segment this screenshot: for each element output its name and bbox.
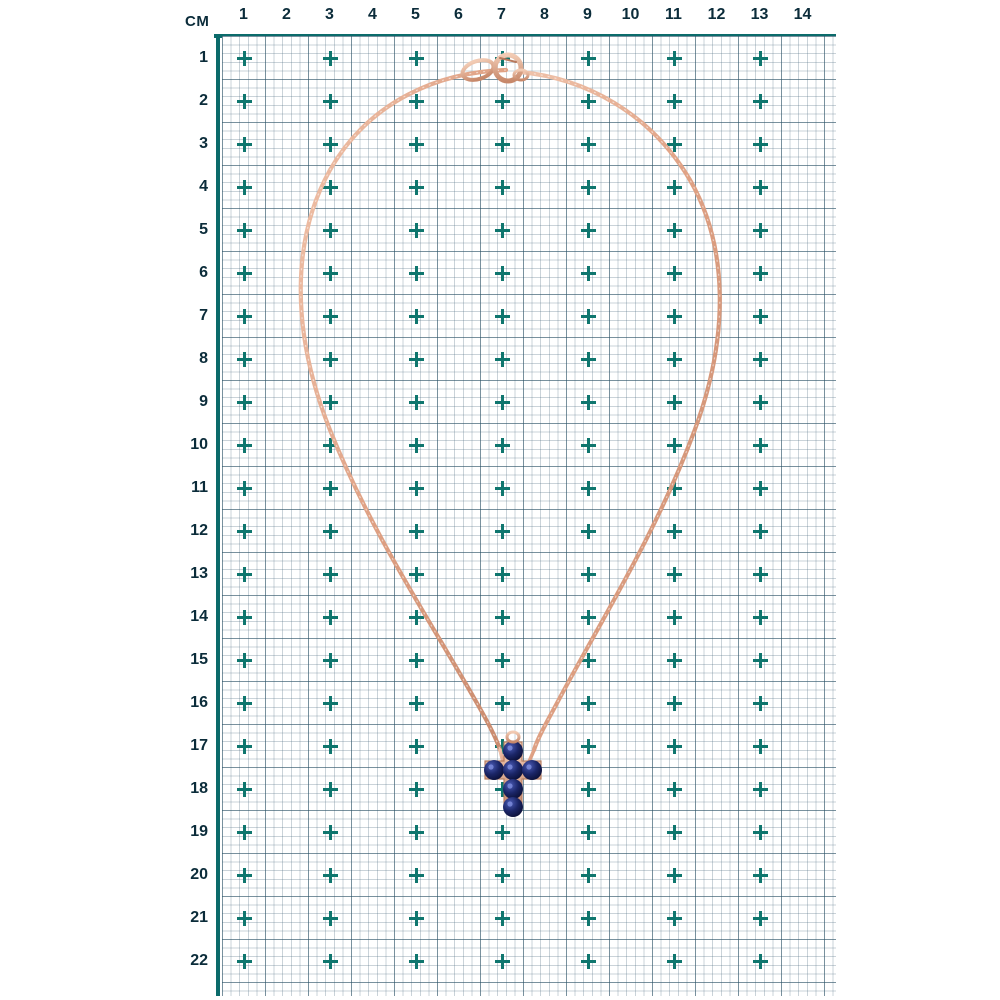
grid-plus-marker (495, 524, 510, 539)
grid-plus-marker (237, 782, 252, 797)
ruler-left-tick-20: 20 (190, 865, 208, 883)
grid-plus-marker (495, 481, 510, 496)
grid-plus-marker (323, 567, 338, 582)
grid-plus-marker (237, 524, 252, 539)
grid-plus-marker (581, 51, 596, 66)
grid-plus-marker (667, 954, 682, 969)
grid-plus-marker (667, 438, 682, 453)
ruler-left-tick-22: 22 (190, 951, 208, 969)
grid-plus-marker (409, 825, 424, 840)
grid-plus-marker (753, 266, 768, 281)
grid-plus-marker (753, 825, 768, 840)
grid-plus-marker (409, 94, 424, 109)
ruler-left-tick-3: 3 (199, 134, 208, 152)
grid-plus-marker (753, 739, 768, 754)
grid-plus-marker (409, 954, 424, 969)
grid-plus-marker (323, 223, 338, 238)
grid-plus-marker (237, 567, 252, 582)
ruler-left-tick-14: 14 (190, 607, 208, 625)
grid-plus-marker (581, 911, 596, 926)
grid-plus-marker (581, 524, 596, 539)
unit-label: CM (185, 13, 210, 30)
grid-plus-marker (409, 395, 424, 410)
ruler-left-tick-19: 19 (190, 822, 208, 840)
grid-plus-marker (581, 739, 596, 754)
grid-plus-marker (237, 610, 252, 625)
grid-plus-marker (495, 911, 510, 926)
ruler-left-tick-11: 11 (191, 478, 208, 496)
grid-plus-marker (667, 653, 682, 668)
ruler-top-tick-11: 11 (665, 6, 682, 23)
grid-plus-marker (667, 696, 682, 711)
grid-plus-marker (667, 137, 682, 152)
grid-plus-marker (581, 137, 596, 152)
ruler-top-tick-1: 1 (239, 6, 248, 23)
grid-plus-marker (581, 180, 596, 195)
grid-plus-markers (222, 36, 836, 996)
ruler-top-tick-5: 5 (411, 6, 420, 23)
ruler-top-tick-7: 7 (497, 6, 506, 23)
grid-plus-marker (667, 825, 682, 840)
grid-plus-marker (237, 51, 252, 66)
grid-plus-marker (667, 94, 682, 109)
ruler-left-axis (216, 34, 220, 996)
grid-plus-marker (323, 352, 338, 367)
grid-plus-marker (237, 352, 252, 367)
grid-plus-marker (753, 352, 768, 367)
grid-plus-marker (667, 481, 682, 496)
grid-plus-marker (753, 309, 768, 324)
grid-plus-marker (753, 696, 768, 711)
ruler-left-tick-12: 12 (190, 521, 208, 539)
grid-plus-marker (581, 782, 596, 797)
grid-plus-marker (495, 739, 510, 754)
grid-plus-marker (237, 223, 252, 238)
grid-plus-marker (323, 696, 338, 711)
grid-plus-marker (409, 223, 424, 238)
grid-plus-marker (409, 524, 424, 539)
grid-plus-marker (323, 610, 338, 625)
ruler-left-tick-17: 17 (190, 736, 208, 754)
grid-plus-marker (581, 653, 596, 668)
ruler-top-tick-2: 2 (282, 6, 291, 23)
ruler-top-tick-14: 14 (793, 6, 812, 23)
ruler-left-tick-18: 18 (190, 779, 208, 797)
grid-plus-marker (753, 51, 768, 66)
grid-plus-marker (409, 782, 424, 797)
grid-plus-marker (409, 696, 424, 711)
grid-plus-marker (667, 223, 682, 238)
grid-plus-marker (753, 567, 768, 582)
ruler-left-tick-21: 21 (190, 908, 208, 926)
grid-plus-marker (581, 825, 596, 840)
grid-plus-marker (323, 94, 338, 109)
grid-plus-marker (581, 567, 596, 582)
grid-plus-marker (495, 868, 510, 883)
grid-plus-marker (323, 911, 338, 926)
grid-plus-marker (237, 954, 252, 969)
grid-plus-marker (667, 395, 682, 410)
grid-plus-marker (581, 868, 596, 883)
grid-plus-marker (495, 180, 510, 195)
grid-plus-marker (753, 137, 768, 152)
grid-plus-marker (667, 739, 682, 754)
grid-plus-marker (409, 137, 424, 152)
grid-plus-marker (409, 266, 424, 281)
grid-plus-marker (323, 137, 338, 152)
grid-plus-marker (581, 94, 596, 109)
grid-plus-marker (323, 825, 338, 840)
grid-plus-marker (667, 911, 682, 926)
grid-plus-marker (323, 868, 338, 883)
grid-plus-marker (323, 309, 338, 324)
grid-plus-marker (753, 438, 768, 453)
grid-plus-marker (581, 610, 596, 625)
grid-plus-marker (237, 395, 252, 410)
grid-plus-marker (581, 954, 596, 969)
grid-plus-marker (237, 825, 252, 840)
grid-plus-marker (409, 180, 424, 195)
ruler-top-tick-9: 9 (583, 6, 592, 23)
ruler-top-tick-13: 13 (750, 6, 769, 23)
grid-plus-marker (409, 911, 424, 926)
ruler-top-tick-3: 3 (325, 6, 334, 23)
grid-plus-marker (753, 395, 768, 410)
grid-plus-marker (409, 567, 424, 582)
grid-plus-marker (667, 610, 682, 625)
grid-plus-marker (495, 653, 510, 668)
grid-plus-marker (237, 137, 252, 152)
grid-plus-marker (237, 739, 252, 754)
grid-plus-marker (495, 266, 510, 281)
grid-plus-marker (495, 223, 510, 238)
ruler-top-tick-10: 10 (621, 6, 640, 23)
grid-plus-marker (495, 137, 510, 152)
grid-plus-marker (237, 438, 252, 453)
graph-paper (222, 36, 836, 996)
ruler-left-tick-10: 10 (190, 435, 208, 453)
ruler-left-tick-1: 1 (199, 48, 208, 66)
grid-plus-marker (323, 481, 338, 496)
ruler-left-tick-8: 8 (199, 349, 208, 367)
grid-plus-marker (409, 481, 424, 496)
ruler-top-tick-8: 8 (540, 6, 549, 23)
grid-plus-marker (667, 868, 682, 883)
grid-plus-marker (495, 610, 510, 625)
grid-plus-marker (667, 782, 682, 797)
ruler-left-tick-13: 13 (190, 564, 208, 582)
grid-plus-marker (409, 739, 424, 754)
grid-plus-marker (753, 653, 768, 668)
grid-plus-marker (581, 395, 596, 410)
grid-plus-marker (237, 696, 252, 711)
grid-plus-marker (323, 180, 338, 195)
grid-plus-marker (495, 51, 510, 66)
ruler-left-tick-4: 4 (199, 177, 208, 195)
grid-plus-marker (581, 223, 596, 238)
grid-plus-marker (667, 309, 682, 324)
grid-plus-marker (323, 739, 338, 754)
grid-plus-marker (323, 954, 338, 969)
grid-plus-marker (323, 51, 338, 66)
ruler-left-tick-6: 6 (199, 263, 208, 281)
grid-plus-marker (753, 94, 768, 109)
grid-plus-marker (753, 911, 768, 926)
grid-plus-marker (667, 266, 682, 281)
ruler-left-tick-5: 5 (199, 220, 208, 238)
grid-plus-marker (753, 610, 768, 625)
ruler-left-tick-9: 9 (199, 392, 208, 410)
grid-plus-marker (753, 481, 768, 496)
grid-plus-marker (409, 309, 424, 324)
grid-plus-marker (495, 782, 510, 797)
grid-plus-marker (581, 309, 596, 324)
grid-plus-marker (495, 438, 510, 453)
grid-plus-marker (237, 94, 252, 109)
grid-plus-marker (667, 352, 682, 367)
ruler-left-tick-15: 15 (190, 650, 208, 668)
grid-plus-marker (237, 266, 252, 281)
grid-plus-marker (581, 696, 596, 711)
grid-plus-marker (409, 653, 424, 668)
grid-plus-marker (667, 51, 682, 66)
grid-plus-marker (581, 352, 596, 367)
grid-plus-marker (495, 352, 510, 367)
grid-plus-marker (753, 782, 768, 797)
ruler-top-tick-6: 6 (454, 6, 463, 23)
ruler-left-tick-2: 2 (199, 91, 208, 109)
grid-plus-marker (323, 782, 338, 797)
grid-plus-marker (753, 524, 768, 539)
grid-plus-marker (409, 868, 424, 883)
grid-plus-marker (667, 524, 682, 539)
ruler-left-tick-16: 16 (190, 693, 208, 711)
grid-plus-marker (495, 825, 510, 840)
ruler-left-tick-7: 7 (199, 306, 208, 324)
grid-plus-marker (237, 309, 252, 324)
grid-plus-marker (323, 395, 338, 410)
grid-plus-marker (237, 911, 252, 926)
grid-plus-marker (495, 567, 510, 582)
grid-plus-marker (495, 395, 510, 410)
grid-plus-marker (409, 51, 424, 66)
grid-plus-marker (495, 309, 510, 324)
grid-plus-marker (753, 954, 768, 969)
grid-plus-marker (237, 653, 252, 668)
grid-plus-marker (237, 481, 252, 496)
grid-plus-marker (237, 180, 252, 195)
grid-plus-marker (323, 438, 338, 453)
grid-plus-marker (581, 266, 596, 281)
grid-plus-marker (409, 438, 424, 453)
grid-plus-marker (753, 180, 768, 195)
grid-plus-marker (409, 352, 424, 367)
grid-plus-marker (495, 94, 510, 109)
grid-plus-marker (323, 266, 338, 281)
grid-plus-marker (667, 567, 682, 582)
grid-plus-marker (667, 180, 682, 195)
grid-plus-marker (495, 696, 510, 711)
grid-plus-marker (753, 868, 768, 883)
grid-plus-marker (495, 954, 510, 969)
ruler-top-tick-12: 12 (707, 6, 726, 23)
grid-plus-marker (581, 438, 596, 453)
grid-plus-marker (323, 653, 338, 668)
grid-plus-marker (753, 223, 768, 238)
grid-plus-marker (323, 524, 338, 539)
grid-plus-marker (581, 481, 596, 496)
grid-plus-marker (409, 610, 424, 625)
ruler-top-tick-4: 4 (368, 6, 377, 23)
grid-plus-marker (237, 868, 252, 883)
